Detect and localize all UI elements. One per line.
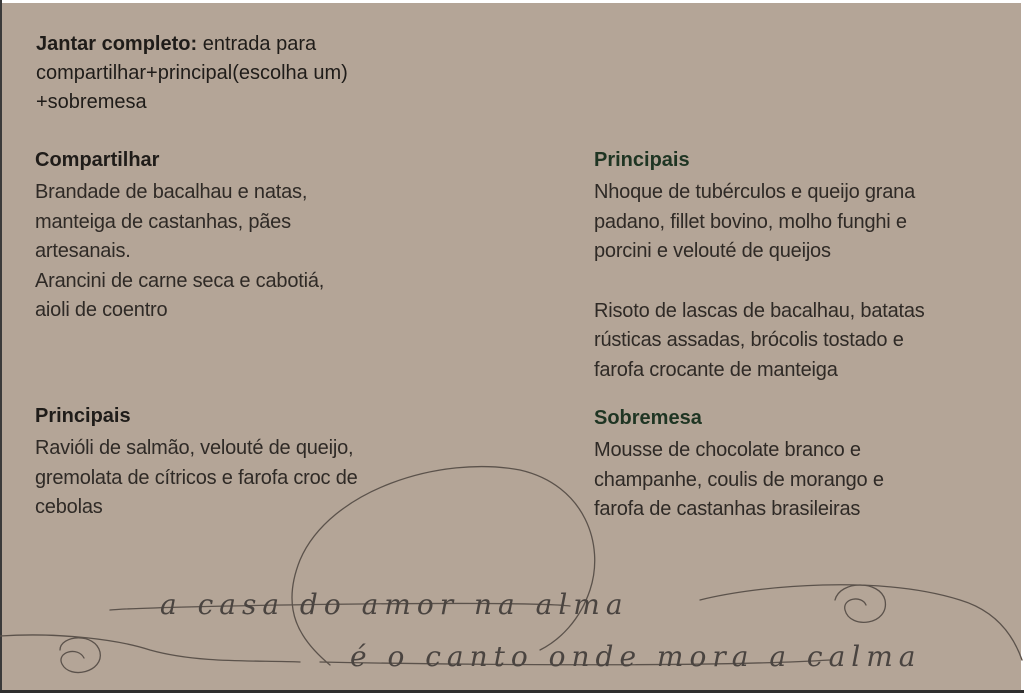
menu-line: padano, fillet bovino, molho funghi e (594, 210, 907, 233)
menu-line: cebolas (35, 496, 103, 518)
flourish-swash-left (0, 635, 300, 662)
intro-line-1 (36, 30, 476, 59)
menu-line: rústicas assadas, brócolis tostado e (594, 329, 904, 351)
section-principais-left (35, 402, 435, 523)
menu-line: porcini e velouté de queijos (594, 240, 831, 262)
flourish-spiral-right (835, 585, 885, 622)
menu-line: manteiga de castanhas, pães (35, 210, 291, 233)
menu-line: Arancini de carne seca e cabotiá, (35, 269, 325, 292)
script-line-1: a casa do amor na alma (160, 588, 629, 621)
intro-bold-label: Jantar completo: (36, 33, 198, 55)
dish-spacer (594, 267, 994, 297)
menu-line: Ravióli de salmão, velouté de queijo, (35, 437, 354, 459)
menu-line: farofa crocante de manteiga (594, 358, 838, 381)
section-principais-right (594, 146, 994, 385)
menu-line: champanhe, coulis de morango e (594, 468, 884, 491)
intro-line-3: +sobremesa (36, 91, 147, 113)
intro-line-1-rest: entrada para (197, 33, 317, 55)
intro-line-2: compartilhar+principal(escolha um) (36, 62, 348, 84)
menu-line: Nhoque de tubérculos e queijo grana (594, 181, 916, 203)
menu-line: artesanais. (35, 240, 131, 262)
intro-text (36, 30, 476, 117)
section-heading-principais: Principais (35, 405, 131, 427)
section-sobremesa (594, 404, 994, 525)
menu-line: Risoto de lascas de bacalhau, batatas (594, 299, 925, 322)
section-heading-compartilhar: Compartilhar (35, 149, 160, 171)
section-heading-principais: Principais (594, 149, 690, 171)
menu-line: gremolata de cítricos e farofa croc de (35, 466, 358, 489)
section-compartilhar (35, 146, 435, 326)
section-heading-sobremesa: Sobremesa (594, 407, 702, 429)
menu-line: aioli de coentro (35, 299, 168, 321)
script-line-2: é o canto onde mora a calma (350, 640, 922, 673)
menu-line: Brandade de bacalhau e natas, (35, 181, 308, 203)
menu-line: Mousse de chocolate branco e (594, 439, 861, 461)
menu-line: farofa de castanhas brasileiras (594, 498, 861, 520)
flourish-spiral-left (60, 638, 100, 673)
